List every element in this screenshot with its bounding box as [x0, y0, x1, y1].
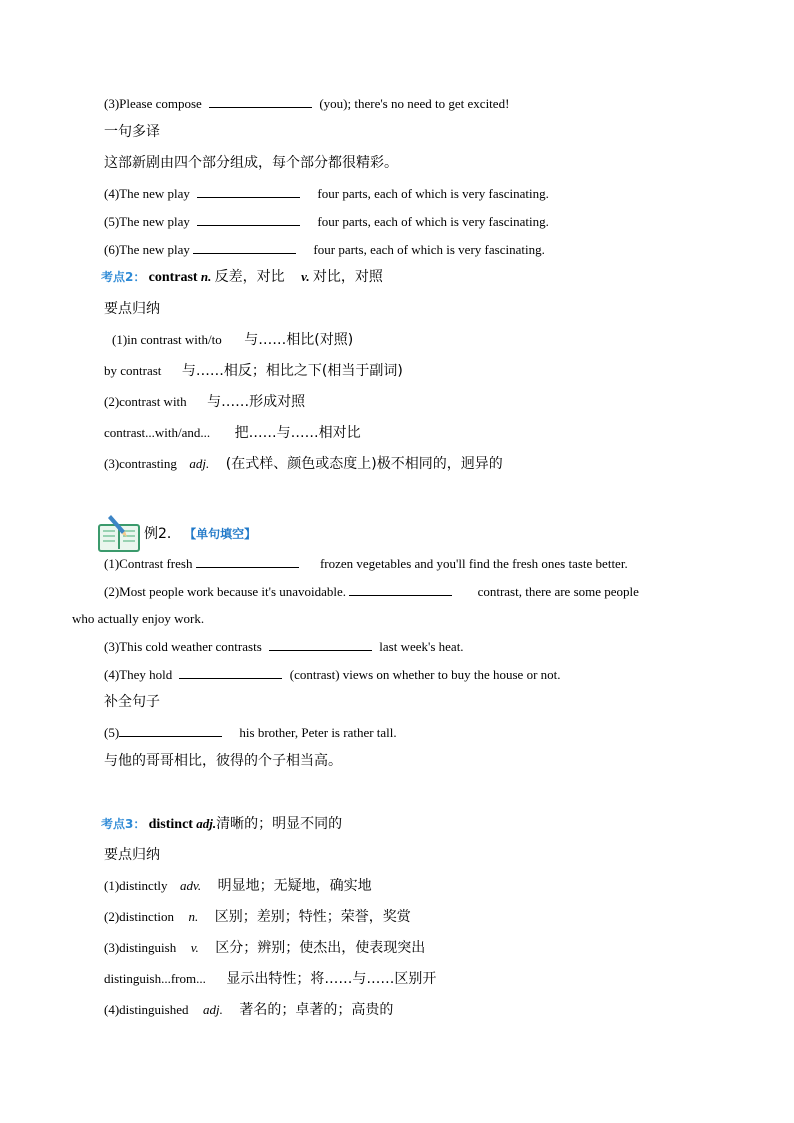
answer-blank[interactable] — [179, 666, 282, 679]
example-2-heading: 例2． 【单句填空】 — [144, 526, 257, 542]
answer-blank[interactable] — [197, 185, 300, 198]
ex2-q5: (5) his brother, Peter is rather tall. — [104, 725, 397, 740]
answer-blank[interactable] — [209, 95, 312, 108]
q3-line: (3)Please compose (you); there's no need to get excited! — [104, 96, 510, 111]
kd2-item: (1)in contrast with/to 与……相比(对照) — [112, 332, 354, 348]
kaodian-3-heading: 考点3： distinct adj.清晰的；明显不同的 — [101, 816, 343, 832]
kd3-item: distinguish...from... 显示出特性；将……与……区别开 — [104, 971, 437, 987]
kd3-item: (2)distinction n. 区别；差别；特性；荣誉，奖赏 — [104, 909, 411, 925]
ex2-q5-chinese: 与他的哥哥相比，彼得的个子相当高。 — [104, 753, 342, 769]
chinese-sentence: 这部新剧由四个部分组成，每个部分都很精彩。 — [104, 155, 398, 171]
summary-title: 要点归纳 — [104, 847, 160, 863]
answer-blank[interactable] — [119, 724, 222, 737]
kd3-item: (1)distinctly adv. 明显地；无疑地，确实地 — [104, 878, 372, 894]
ex2-q1: (1)Contrast fresh frozen vegetables and you'll find the fresh ones taste better. — [104, 556, 628, 571]
buquan-heading: 补全句子 — [104, 694, 160, 710]
ex2-q2-cont: who actually enjoy work. — [72, 611, 205, 626]
kd2-item: by contrast 与……相反；相比之下(相当于副词) — [104, 363, 403, 379]
answer-blank[interactable] — [193, 241, 296, 254]
ex2-q4: (4)They hold (contrast) views on whether to buy the house or not. — [104, 667, 561, 682]
answer-blank[interactable] — [197, 213, 300, 226]
kd2-item: (2)contrast with 与……形成对照 — [104, 394, 306, 410]
yiju-duoyi-heading: 一句多译 — [104, 124, 160, 140]
kd2-item: (3)contrasting adj. (在式样、颜色或态度上)极不相同的，迥异的 — [104, 456, 503, 472]
ex2-q2: (2)Most people work because it's unavoidable. contrast, there are some people — [104, 584, 639, 599]
q5-line: (5)The new play four parts, each of which is very fascinating. — [104, 214, 549, 229]
book-pencil-icon — [97, 511, 141, 553]
q6-line: (6)The new play four parts, each of which is very fascinating. — [104, 242, 545, 257]
kaodian-2-heading: 考点2： contrast n. 反差，对比 v. 对比，对照 — [101, 269, 383, 285]
kd3-item: (4)distinguished adj. 著名的；卓著的；高贵的 — [104, 1002, 394, 1018]
q4-line: (4)The new play four parts, each of which is very fascinating. — [104, 186, 549, 201]
answer-blank[interactable] — [269, 638, 372, 651]
answer-blank[interactable] — [196, 555, 299, 568]
summary-title: 要点归纳 — [104, 301, 160, 317]
answer-blank[interactable] — [349, 583, 452, 596]
kd3-item: (3)distinguish v. 区分；辨别；使杰出，使表现突出 — [104, 940, 426, 956]
kd2-item: contrast...with/and... 把……与……相对比 — [104, 425, 361, 441]
ex2-q3: (3)This cold weather contrasts last week's heat. — [104, 639, 464, 654]
